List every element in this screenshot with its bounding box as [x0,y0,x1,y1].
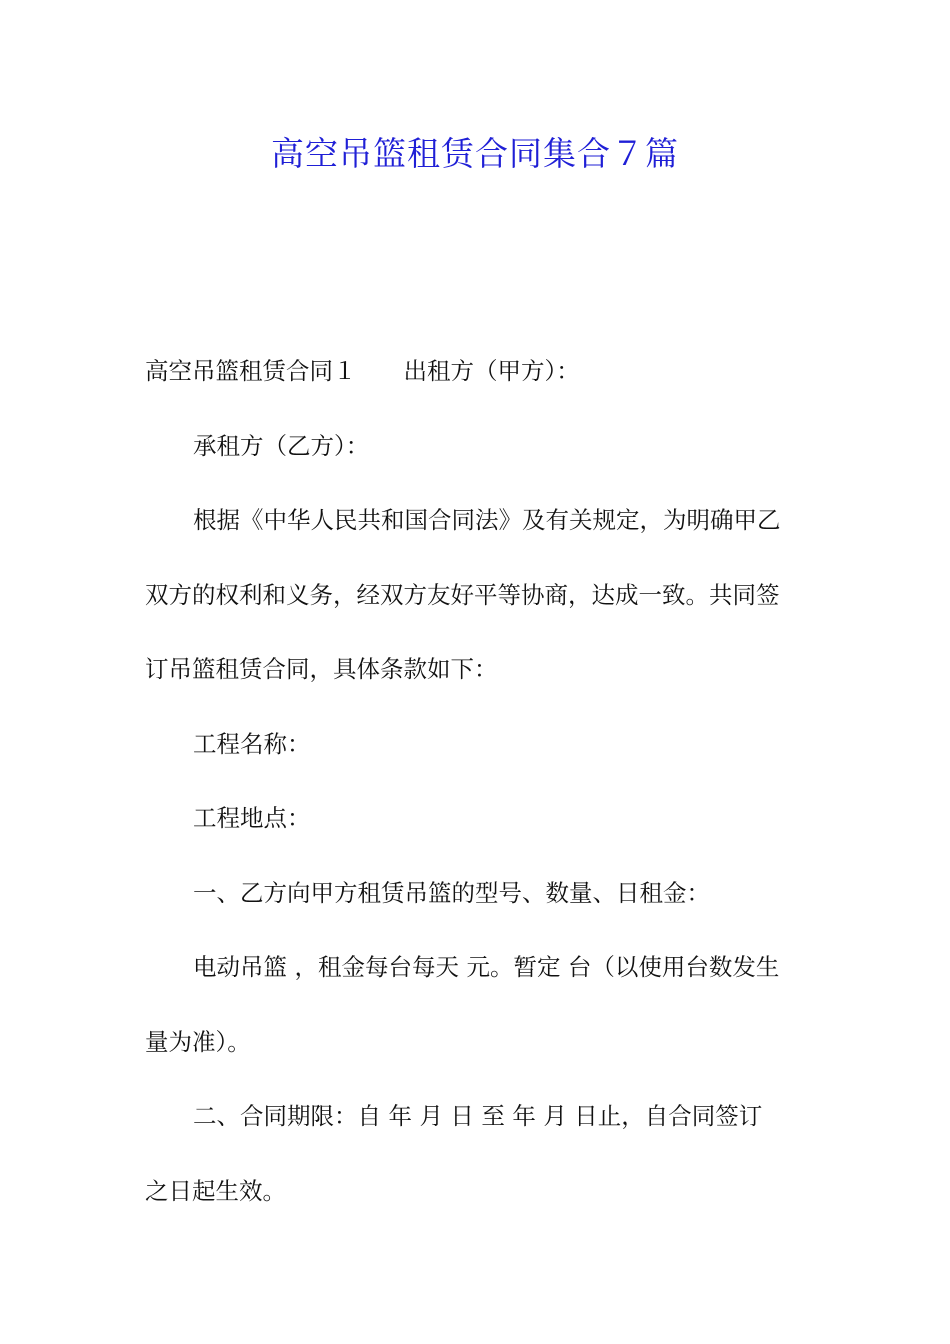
paragraph-line-project-name: 工程名称： [193,729,311,758]
paragraph-line-clause-2-end: 之日起生效。 [145,1176,286,1205]
paragraph-line-party-a: 高空吊篮租赁合同１ 出租方（甲方）： [145,357,580,385]
paragraph-line-rental-detail: 电动吊篮 ，租金每台每天 元。暂定 台（以使用台数发生 [193,953,780,981]
paragraph-line-clause-2: 二、合同期限：自 年 月 日 至 年 月 日止，自合同签订 [193,1102,763,1130]
paragraph-line-clause-1: 一、乙方向甲方租赁吊篮的型号、数量、日租金： [193,878,710,907]
paragraph-line-rental-detail-end: 量为准）。 [145,1027,251,1056]
paragraph-line-basis: 根据《中华人民共和国合同法》及有关规定，为明确甲乙 [193,506,781,534]
paragraph-line-basis-cont: 双方的权利和义务，经双方友好平等协商，达成一致。共同签 [145,580,780,609]
document-title: 高空吊篮租赁合同集合７篇 [271,134,679,173]
document-body [145,334,810,1228]
paragraph-line-basis-end: 订吊篮租赁合同，具体条款如下： [145,655,498,683]
paragraph-line-project-location: 工程地点： [193,804,311,832]
paragraph-line-party-b: 承租方（乙方）： [193,431,370,460]
